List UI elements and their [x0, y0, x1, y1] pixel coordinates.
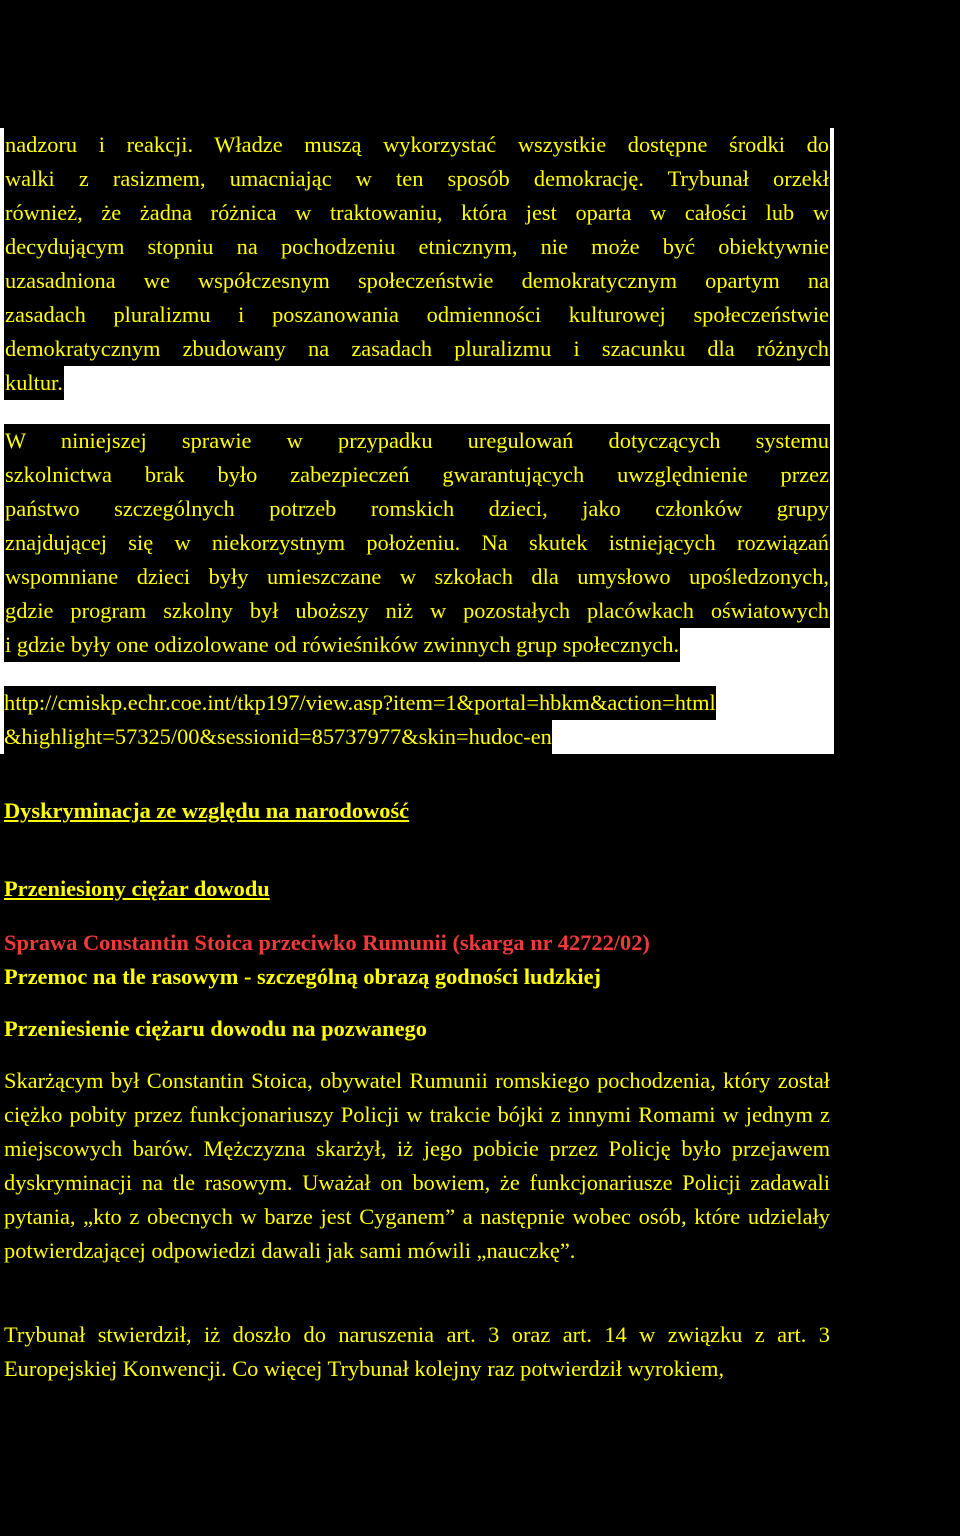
- link-line[interactable]: http://cmiskp.echr.coe.int/tkp197/view.asp?item=1&portal=hbkm&action=html: [4, 686, 716, 720]
- text-line: wspomniane dzieci były umieszczane w szkołach dla umysłowo upośledzonych,: [4, 560, 830, 594]
- text-line: decydującym stopniu na pochodzeniu etnicznym, nie może być obiektywnie: [4, 230, 830, 264]
- text-line: i gdzie były one odizolowane od rówieśników zwinnych grup społecznych.: [4, 628, 680, 662]
- text-line: znajdującej się w niekorzystnym położeniu. Na skutek istniejących rozwiązań: [4, 526, 830, 560]
- section-heading-burden: Przeniesiony ciężar dowodu: [4, 876, 270, 901]
- text-line: uzasadniona we współczesnym społeczeństwie demokratycznym opartym na: [4, 264, 830, 298]
- case-title: Sprawa Constantin Stoica przeciwko Rumunii (skarga nr 42722/02): [4, 930, 650, 955]
- text-line: zasadach pluralizmu i poszanowania odmienności kulturowej społeczeństwie: [4, 298, 830, 332]
- hudoc-link[interactable]: [4, 686, 716, 754]
- case-body-paragraph: Trybunał stwierdził, iż doszło do naruszenia art. 3 oraz art. 14 w związku z art. 3 Europejskiej Konwencji. Co więcej Trybunał kolejny raz potwierdził wyrokiem,: [4, 1322, 830, 1381]
- text-line: nadzoru i reakcji. Władze muszą wykorzystać wszystkie dostępne środki do: [4, 128, 830, 162]
- case-subtitle: Przemoc na tle rasowym - szczególną obrazą godności ludzkiej: [4, 964, 601, 989]
- section-heading-discrimination: Dyskryminacja ze względu na narodowość: [4, 798, 410, 823]
- case-body-paragraph: Skarżącym był Constantin Stoica, obywatel Rumunii romskiego pochodzenia, który został ciężko pobity przez funkcjonariuszy Policji w trakcie bójki z innymi Romami w jednym z miejscowych barów. Mężczyzna skarżył, iż jego pobicie przez Policję było przejawem dyskryminacji na tle rasowym. Uważał on bowiem, że funkcjonariusze Policji zadawali pytania, „kto z obecnych w barze jest Cyganem” a następnie wobec osób, które udzielały potwierdzającej odpowiedzi dawali jak sami mówili „nauczkę”.: [4, 1068, 830, 1263]
- text-line: szkolnictwa brak było zabezpieczeń gwarantujących uwzględnienie przez: [4, 458, 830, 492]
- case-subtitle-burden: Przeniesienie ciężaru dowodu na pozwanego: [4, 1016, 427, 1041]
- text-line: gdzie program szkolny był uboższy niż w pozostałych placówkach oświatowych: [4, 594, 830, 628]
- text-line: demokratycznym zbudowany na zasadach pluralizmu i szacunku dla różnych: [4, 332, 830, 366]
- text-line: walki z rasizmem, umacniając w ten sposób demokrację. Trybunał orzekł: [4, 162, 830, 196]
- text-line: kultur.: [4, 366, 64, 400]
- link-line[interactable]: &highlight=57325/00&sessionid=85737977&skin=hudoc-en: [4, 720, 552, 754]
- text-line: państwo szczególnych potrzeb romskich dzieci, jako członków grupy: [4, 492, 830, 526]
- text-line: również, że żadna różnica w traktowaniu, która jest oparta w całości lub w: [4, 196, 830, 230]
- text-line: W niniejszej sprawie w przypadku uregulowań dotyczących systemu: [4, 424, 830, 458]
- paragraph-school-system: [4, 424, 830, 672]
- paragraph-racism: [4, 128, 830, 410]
